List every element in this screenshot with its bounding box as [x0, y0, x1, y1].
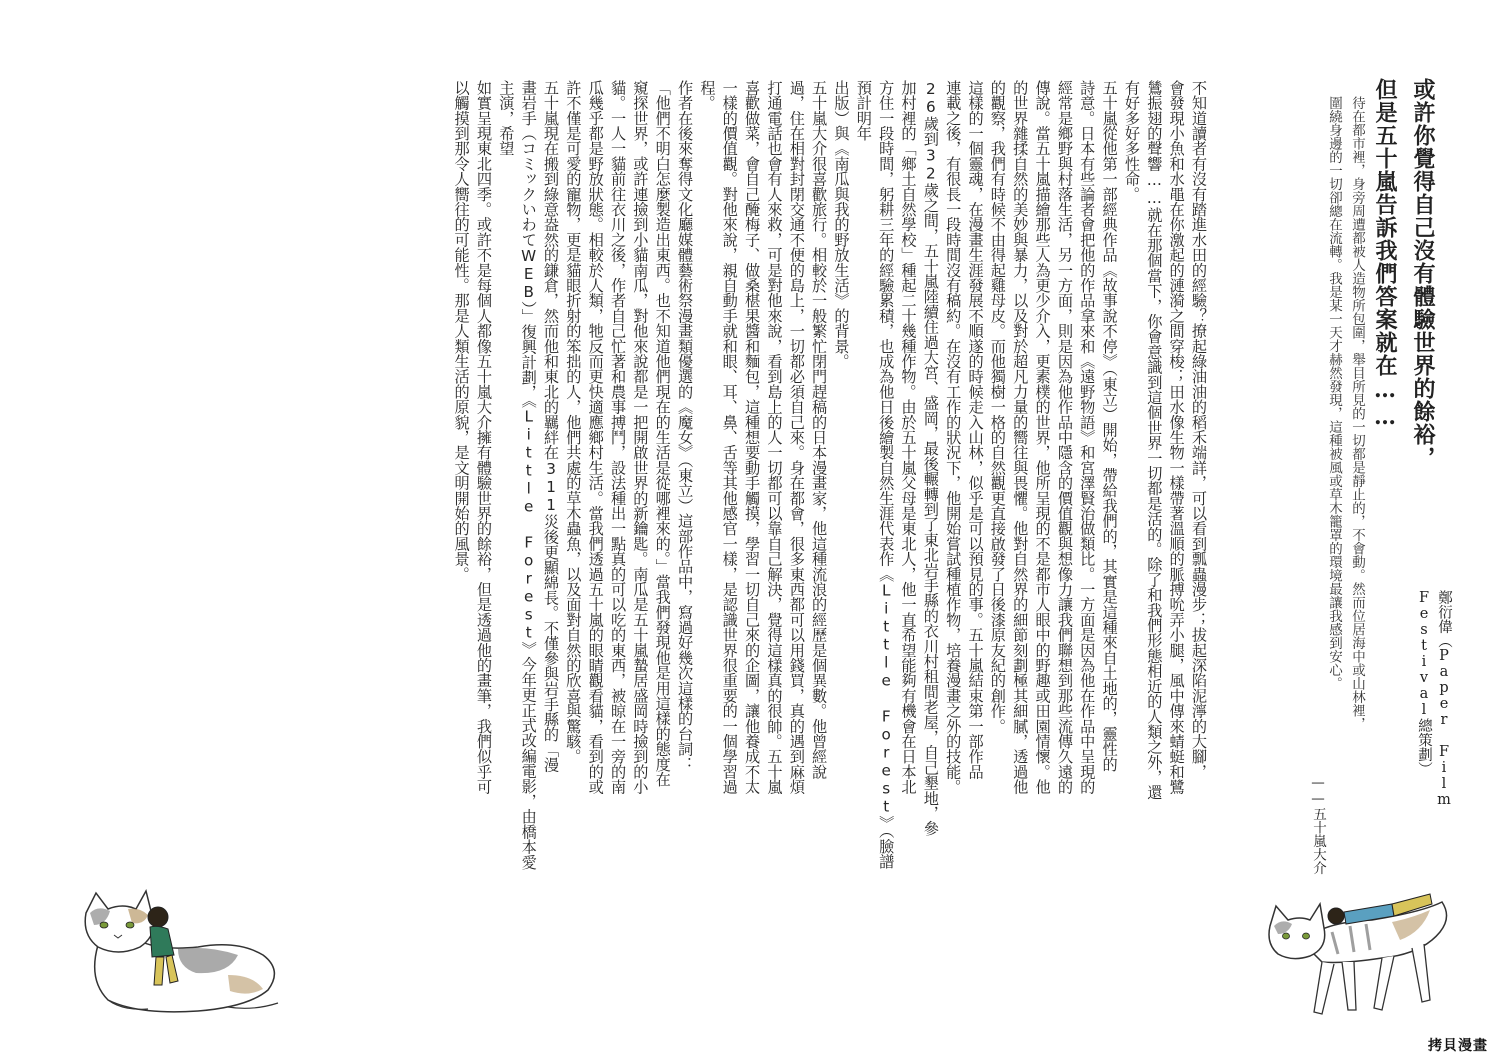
- epigraph-signature: ——五十嵐大介: [1310, 775, 1326, 875]
- walking-cat-illustration: [1262, 882, 1462, 1027]
- epigraph-quote: 待在都市裡，身旁周遭都被人造物所包圍，舉目所見的一切都是靜止的，不會動。然而位居海中或山林裡， 圍繞身邊的一切卻總在流轉。我是某一天才赫然發現，這種被風或草木籠罩的環境最讓我感到安心。: [1326, 96, 1365, 731]
- article-body: 不知道讀者有沒有踏進水田的經驗？撩起綠油油的稻禾端詳，可以看到瓢蟲漫步；拔起深陷泥濘的大腳， 會發現小魚和水黽在你激起的漣漪之間穿梭；田水像生物一樣帶著溫順的脈搏吮弄小腿，風中傳來蜻蜓和鷺 鷥振翅的聲響……就在那個當下，你會意識到這個世界一切都是活的。除了和我們形態相近的人類之外，還 有好多好多性命。 五十嵐從他第一部經典作品《故事說不停》（東立）開始，帶給我們的，其實是這種來自土地的，靈性的 詩意。日本有些論者會把他的作品拿來和《遠野物語》和宮澤賢治做類比。一方面是因為他在作品中呈現的 經常是鄉野與村落生活，另一方面，則是因為他作品中隱含的價值觀與想像力讓我們聯想到那些流傳久遠的 傳說。當五十嵐描繪那些人為更少介入，更素樸的世界，他所呈現的不是都市人眼中的野趣或田園情懷。他 的世界雜揉自然的美妙與暴力，以及對於超凡力量的嚮往與畏懼。他對自然界的細節刻劃極其細膩，透過他 的觀察，我們有時候不由得起雞母皮。而他獨樹一格的自然觀更直接啟發了日後漆原友紀的創作。 這樣的一個靈魂，在漫畫生涯發展不順遂的時候走入山林，似乎是可以預見的事。五十嵐結束第一部作品 連載之後，有很長一段時間沒有稿約。在沒有工作的狀況下，他開始嘗試種植作物，培養漫畫之外的技能。 26歲到32歲之間，五十嵐陸續住過大宮、盛岡，最後輾轉到了東北岩手縣的衣川村租間老屋，自己墾地，參 加村裡的「鄉土自然學校」種起二十幾種作物。由於五十嵐父母是東北人，他一直希望能夠有機會在日本北 方住一段時間，躬耕三年的經驗累積，也成為他日後繪製自然生涯代表作《Little Forest》（臉譜預計明年 出版）與《南瓜與我的野放生活》的背景。 五十嵐大介很喜歡旅行。相較於一般繁忙閉門趕稿的日本漫畫家，他這種流浪的經歷是個異數。他曾經說 過，住在相對封閉交通不便的島上，一切都必須自己來。身在都會，很多東西都可以用錢買，真的遇到麻煩 打通電話也會有人來救，可是對他來說，看到島上的人一切都可以靠自己解決，覺得這樣真的很帥。五十嵐 喜歡做菜，會自己醃梅子、做桑椹果醬和麵包，這種想要動手觸摸，學習一切自己來的企圖，讓他養成不太 一樣的價值觀。對他來說，親自動手就和眼、耳、鼻、舌等其他感官一樣，是認識世界很重要的一個學習過 程。 作者在後來奪得文化廳媒體藝術祭漫畫類優選的《魔女》（東立）這部作品中，寫過好幾次這樣的台詞： 「他們不明白怎麼製造出東西。也不知道他們現在的生活是從哪裡來的。」當我們發現他是用這樣的態度在 窺探世界，或許連撿到小貓南瓜，對他來說都是一把開啟世界的新鑰匙。南瓜是五十嵐蟄居盛岡時撿到的小 貓。一人一貓前往衣川之後，作者自己忙著和農事搏鬥，設法種出一點真的可以吃的東西，被晾在一旁的南 瓜幾乎都是野放狀態。相較於人類，牠反而更快適應鄉村生活。當我們透過五十嵐的眼睛觀看貓，看到的或 許不僅是可愛的寵物，更是貓眼折射的笨拙的人，他們共處的草木蟲魚，以及面對自然的欣喜與驚駭。 五十嵐現在搬到綠意盎然的鎌倉，然而他和東北的羈絆在311災後更顯綿長。不僅參與岩手縣的「漫 畫岩手（コミックいわてWEB）」復興計劃，《Little Forest》今年更正式改編電影，由橋本愛主演，希望 如實呈現東北四季。或許不是每個人都像五十嵐大介擁有體驗世界的餘裕，但是透過他的畫筆，我們似乎可 以觸摸到那令人嚮往的可能性。那是人類生活的原貌，是文明開始的風景。: [452, 80, 1208, 870]
- cat-with-child-illustration: [78, 885, 298, 1020]
- article-title: 或許你覺得自己沒有體驗世界的餘裕， 但是五十嵐告訴我們答案就在……: [1372, 78, 1436, 469]
- author-credit: 鄭衍偉（Paper Film Festival總策劃）: [1416, 590, 1452, 808]
- watermark-logo: 拷貝漫畫: [1428, 1038, 1488, 1054]
